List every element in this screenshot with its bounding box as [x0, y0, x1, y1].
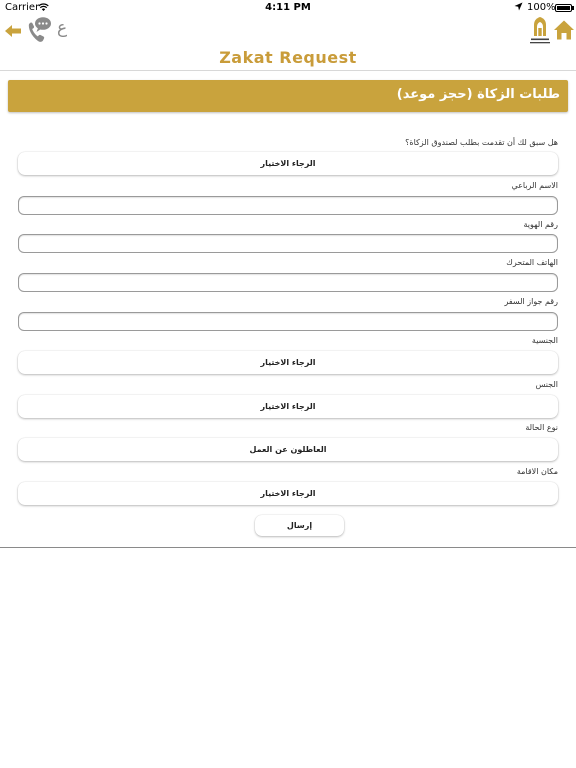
case-type-label: نوع الحالة [525, 423, 558, 432]
nationality-select[interactable]: الرجاء الاختيار [18, 351, 558, 374]
id-number-input[interactable] [18, 234, 558, 253]
residence-label: مكان الاقامة [516, 467, 558, 476]
mobile-label: الهاتف المتحرك [506, 258, 558, 267]
residence-select[interactable]: الرجاء الاختيار [18, 482, 558, 505]
submit-button[interactable]: إرسال [255, 515, 344, 536]
form-bottom-divider [0, 547, 576, 548]
carrier-label: Carrier [5, 2, 40, 13]
gender-select[interactable]: الرجاء الاختيار [18, 395, 558, 418]
gender-label: الجنس [535, 380, 558, 389]
section-title: طلبات الزكاة (حجز موعد) [396, 87, 560, 102]
mobile-input[interactable] [18, 273, 558, 292]
zakat-fund-logo [527, 16, 553, 48]
battery-tip [572, 6, 574, 10]
home-icon[interactable] [553, 19, 575, 41]
page-title: Zakat Request [219, 48, 357, 67]
language-toggle[interactable]: ع [57, 18, 68, 38]
call-chat-icon[interactable] [26, 16, 52, 44]
title-divider [0, 70, 576, 71]
id-number-label: رقم الهوية [523, 220, 558, 229]
back-arrow-icon[interactable] [4, 22, 22, 40]
battery-icon [555, 4, 572, 12]
applied-before-select[interactable]: الرجاء الاختيار [18, 152, 558, 175]
passport-input[interactable] [18, 312, 558, 331]
location-arrow-icon [514, 2, 523, 11]
status-bar [0, 0, 576, 16]
passport-label: رقم جواز السفر [504, 297, 558, 306]
section-banner [8, 80, 568, 112]
case-type-select[interactable]: العاطلون عن العمل [18, 438, 558, 461]
full-name-input[interactable] [18, 196, 558, 215]
nav-bar [0, 16, 576, 48]
applied-before-label: هل سبق لك أن تقدمت بطلب لصندوق الزكاة؟ [405, 138, 558, 147]
full-name-label: الاسم الرباعي [511, 181, 558, 190]
battery-percent: 100% [527, 2, 556, 13]
clock: 4:11 PM [265, 2, 311, 13]
nationality-label: الجنسية [531, 336, 558, 345]
